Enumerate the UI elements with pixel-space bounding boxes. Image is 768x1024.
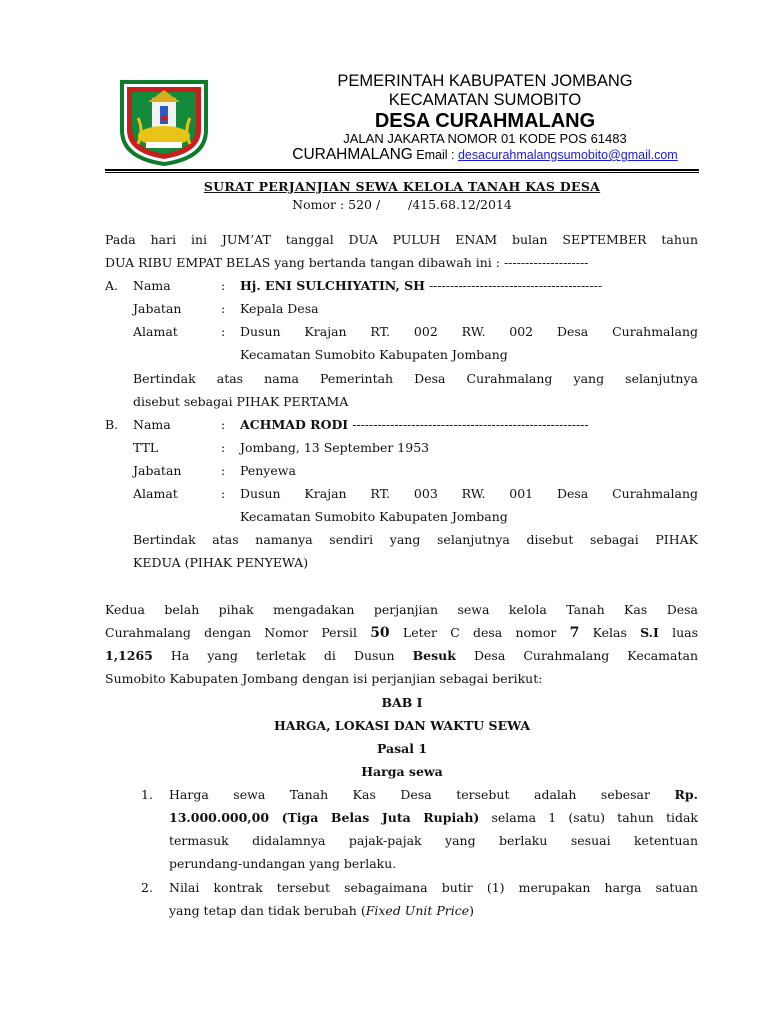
party-a-address-label: Alamat xyxy=(133,324,178,339)
item-2-line-1: Nilai kontrak tersebut sebagaimana butir (1) merupakan harga satuan xyxy=(169,880,698,895)
party-b-name: ACHMAD RODI xyxy=(240,417,349,432)
party-a-name-label: Nama xyxy=(133,278,171,293)
party-b-name-label: Nama xyxy=(133,417,171,432)
item-2-line-2 xyxy=(169,903,474,919)
item-1-text: Harga sewa Tanah Kas Desa tersebut adalah sebesar xyxy=(169,787,675,802)
document-number: Nomor : 520 / /415.68.12/2014 xyxy=(292,197,512,212)
agreement-text: luas xyxy=(658,625,698,640)
letterhead-divider-thin xyxy=(105,172,699,173)
party-b-position: Penyewa xyxy=(240,463,296,478)
agreement-text: Ha yang terletak di Dusun xyxy=(152,648,413,663)
party-b-colon: : xyxy=(221,440,226,455)
party-a-colon: : xyxy=(221,324,226,339)
chapter-subtitle: HARGA, LOKASI DAN WAKTU SEWA xyxy=(273,718,531,733)
persil-number: 50 xyxy=(370,625,390,641)
party-b-colon: : xyxy=(221,417,226,432)
agreement-text: Kelas xyxy=(579,625,641,640)
party-b-address-line-1: Dusun Krajan RT. 003 RW. 001 Desa Curahmalang xyxy=(240,486,698,501)
email-label: Email : xyxy=(412,148,458,162)
party-b-position-label: Jabatan xyxy=(133,463,182,478)
opening-line-1: Pada hari ini JUM’AT tanggal DUA PULUH ENAM bulan SEPTEMBER tahun xyxy=(105,232,698,247)
item-1-number: 1. xyxy=(141,787,153,802)
document-title: SURAT PERJANJIAN SEWA KELOLA TANAH KAS DESA xyxy=(203,179,601,194)
item-2-text: ) xyxy=(469,903,475,918)
party-a-name-row xyxy=(240,278,602,294)
agreement-line-2 xyxy=(105,625,698,641)
land-class: S.I xyxy=(640,625,659,640)
item-2-number: 2. xyxy=(141,880,153,895)
agreement-line-1: Kedua belah pihak mengadakan perjanjian sewa kelola Tanah Kas Desa xyxy=(105,602,698,617)
party-a-role-line-2: disebut sebagai PIHAK PERTAMA xyxy=(133,394,349,409)
letterhead-regency: PEMERINTAH KABUPATEN JOMBANG xyxy=(337,72,633,90)
party-b-role-line-2: KEDUA (PIHAK PENYEWA) xyxy=(133,555,309,570)
leter-c-number: 7 xyxy=(569,625,580,641)
agreement-text: Curahmalang dengan Nomor Persil xyxy=(105,625,371,640)
party-a-position-label: Jabatan xyxy=(133,301,182,316)
agreement-text: Desa Curahmalang Kecamatan xyxy=(455,648,698,663)
item-1-line-1 xyxy=(169,787,698,803)
hamlet-name: Besuk xyxy=(412,648,456,663)
party-a-name: Hj. ENI SULCHIYATIN, SH xyxy=(240,278,425,293)
land-area: 1,1265 xyxy=(105,648,153,663)
party-a-position: Kepala Desa xyxy=(240,301,319,316)
party-b-birth-label: TTL xyxy=(133,440,159,455)
party-a-name-dash: ----------------------------------------- xyxy=(424,278,603,293)
agreement-line-4: Sumobito Kabupaten Jombang dengan isi perjanjian sebagai berikut: xyxy=(105,671,543,686)
item-1-line-4: perundang-undangan yang berlaku. xyxy=(169,856,397,871)
party-b-colon: : xyxy=(221,463,226,478)
letterhead-divider xyxy=(105,169,699,171)
party-a-role-line-1: Bertindak atas nama Pemerintah Desa Curahmalang yang selanjutnya xyxy=(133,371,698,386)
party-a-address-line-2: Kecamatan Sumobito Kabupaten Jombang xyxy=(240,347,508,362)
item-1-text: selama 1 (satu) tahun tidak xyxy=(479,810,698,825)
fixed-unit-price: Fixed Unit Price xyxy=(365,903,470,918)
email-link[interactable]: desacurahmalangsumobito@gmail.com xyxy=(457,148,678,162)
letterhead xyxy=(0,0,768,172)
item-1-line-3: termasuk didalamnya pajak-pajak yang berlaku sesuai ketentuan xyxy=(169,833,698,848)
party-b-letter: B. xyxy=(105,417,119,432)
letterhead-contact xyxy=(230,146,740,164)
district-emblem-icon xyxy=(118,78,210,166)
item-2-text: yang tetap dan tidak berubah ( xyxy=(169,903,366,918)
chapter-title: BAB I xyxy=(381,695,423,710)
party-a-colon: : xyxy=(221,301,226,316)
rent-amount: 13.000.000,00 (Tiga Belas Juta Rupiah) xyxy=(169,810,480,825)
article-number: Pasal 1 xyxy=(376,741,428,756)
party-b-address-label: Alamat xyxy=(133,486,178,501)
party-b-role-line-1: Bertindak atas namanya sendiri yang selanjutnya disebut sebagai PIHAK xyxy=(133,532,698,547)
party-a-address-line-1: Dusun Krajan RT. 002 RW. 002 Desa Curahmalang xyxy=(240,324,698,339)
item-1-line-2 xyxy=(169,810,698,826)
agreement-text: Leter C desa nomor xyxy=(389,625,570,640)
letterhead-place: CURAHMALANG xyxy=(292,146,413,163)
party-b-name-dash: -------------------------------------------------------- xyxy=(348,417,589,432)
article-title: Harga sewa xyxy=(361,764,443,779)
letterhead-address: JALAN JAKARTA NOMOR 01 KODE POS 61483 xyxy=(343,131,627,146)
party-b-address-line-2: Kecamatan Sumobito Kabupaten Jombang xyxy=(240,509,508,524)
party-a-colon: : xyxy=(221,278,226,293)
opening-line-2: DUA RIBU EMPAT BELAS yang bertanda tangan dibawah ini : -------------------- xyxy=(105,255,589,270)
party-b-name-row xyxy=(240,417,589,433)
party-b-colon: : xyxy=(221,486,226,501)
party-b-birth: Jombang, 13 September 1953 xyxy=(240,440,430,455)
letterhead-village: DESA CURAHMALANG xyxy=(374,110,596,132)
agreement-line-3 xyxy=(105,648,698,664)
party-a-letter: A. xyxy=(105,278,119,293)
letterhead-district: KECAMATAN SUMOBITO xyxy=(388,91,582,109)
item-1-currency: Rp. xyxy=(674,787,698,802)
